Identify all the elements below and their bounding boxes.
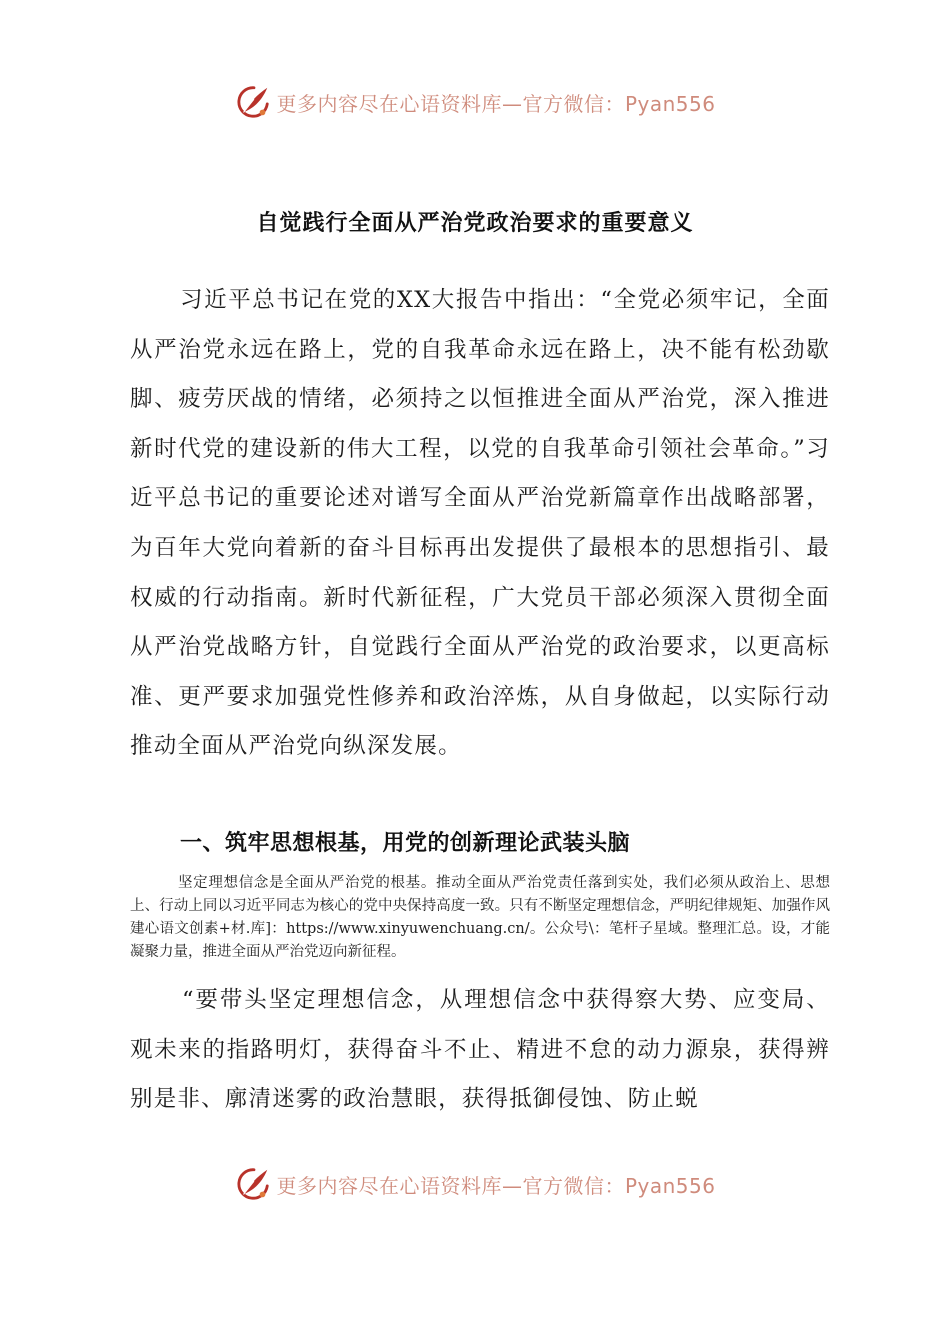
- footer-banner: [0, 1164, 950, 1204]
- quill-logo-icon: [234, 83, 272, 121]
- banner-text: 更多内容尽在心语资料库—官方微信：Pyan556: [276, 91, 716, 116]
- small-print-paragraph: 坚定理想信念是全面从严治党的根基。推动全面从严治党责任落到实处，我们必须从政治上、思想上、行动上同以习近平同志为核心的党中央保持高度一致。只有不断坚定理想信念，严明纪律规矩、加强作风建心语文创素+材.库]：https://www.xinyuwenchuang.cn/。公众号\：笔杆子星域。整理汇总。设，才能凝聚力量，推进全面从严治党迈向新征程。: [130, 875, 830, 960]
- banner-text: 更多内容尽在心语资料库—官方微信：Pyan556: [276, 1173, 716, 1198]
- document-title: 自觉践行全面从严治党政治要求的重要意义: [256, 211, 694, 236]
- quill-logo-icon: [234, 1165, 272, 1203]
- body-paragraph: 习近平总书记在党的XX大报告中指出：“全党必须牢记，全面从严治党永远在路上，党的自我革命永远在路上，决不能有松劲歇脚、疲劳厌战的情绪，必须持之以恒推进全面从严治党，深入推进新时代党的建设新的伟大工程，以党的自我革命引领社会革命。”习近平总书记的重要论述对谱写全面从严治党新篇章作出战略部署，为百年大党向着新的奋斗目标再出发提供了最根本的思想指引、最权威的行动指南。新时代新征程，广大党员干部必须深入贯彻全面从严治党战略方针，自觉践行全面从严治党的政治要求，以更高标准、更严要求加强党性修养和政治淬炼，从自身做起，以实际行动推动全面从严治党向纵深发展。: [130, 287, 830, 760]
- header-banner: [0, 82, 950, 122]
- section-heading: 一、筑牢思想根基，用党的创新理论武装头脑: [180, 831, 631, 856]
- body-paragraph: “要带头坚定理想信念，从理想信念中获得察大势、应变局、观未来的指路明灯，获得奋斗不止、精进不怠的动力源泉，获得辨别是非、廓清迷雾的政治慧眼，获得抵御侵蚀、防止蜕: [130, 987, 830, 1113]
